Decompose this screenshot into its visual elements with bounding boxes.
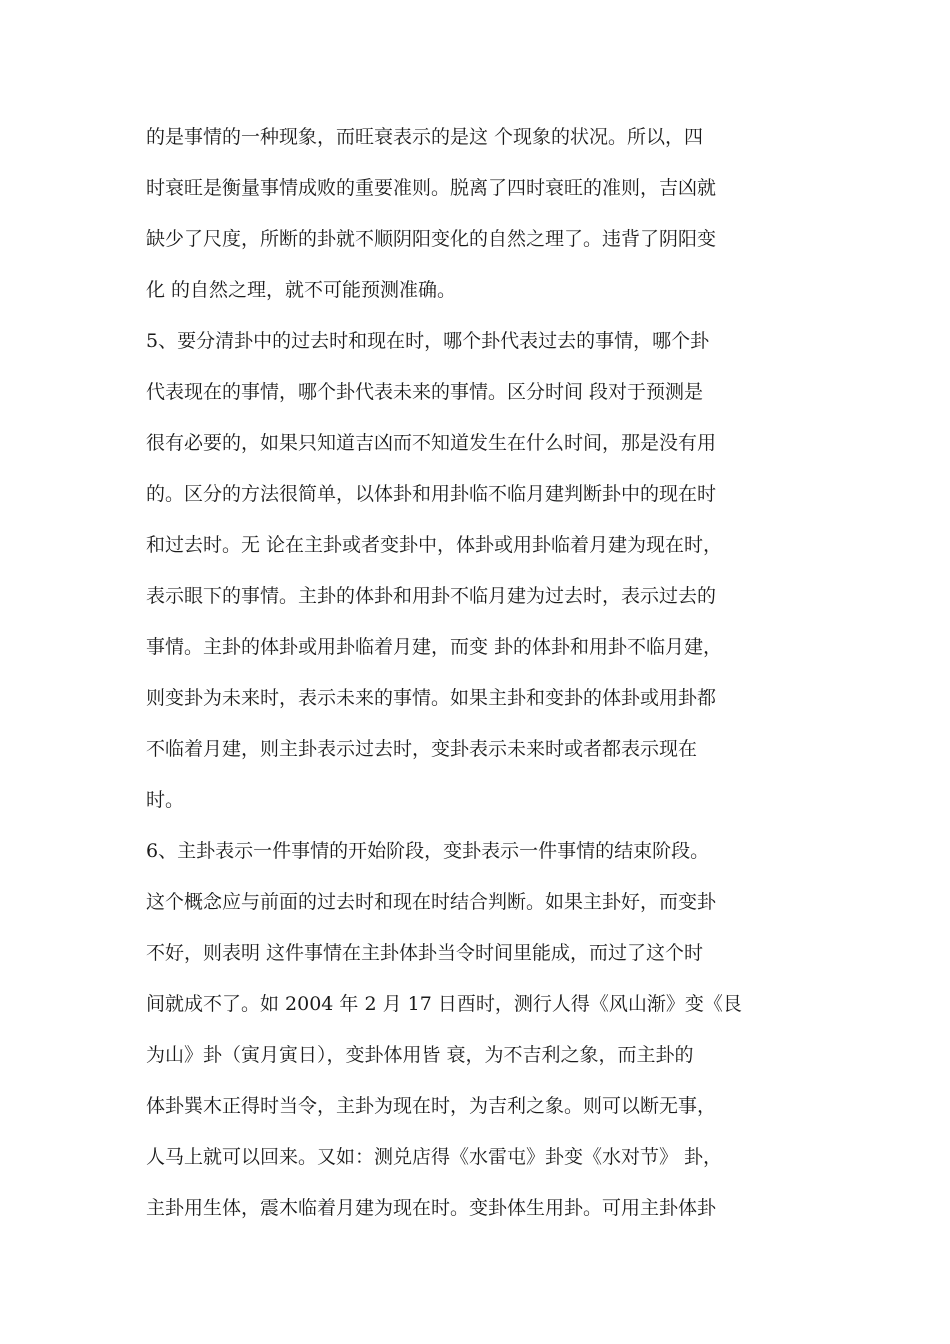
- text-line: 代表现在的事情，哪个卦代表未来的事情。区分时间 段对于预测是: [146, 381, 704, 403]
- text-line: 时衰旺是衡量事情成败的重要准则。脱离了四时衰旺的准则，吉凶就: [146, 177, 717, 199]
- text-line: 主卦用生体，震木临着月建为现在时。变卦体生用卦。可用主卦体卦: [146, 1197, 717, 1219]
- text-line: 表示眼下的事情。主卦的体卦和用卦不临月建为过去时，表示过去的: [146, 585, 717, 607]
- text-line: 的是事情的一种现象，而旺衰表示的是这 个现象的状况。所以，四: [146, 126, 704, 148]
- document-page: [146, 112, 806, 1234]
- text-line: 缺少了尺度，所断的卦就不顺阴阳变化的自然之理了。违背了阴阳变: [146, 228, 717, 250]
- text-line: 化 的自然之理，就不可能预测准确。: [146, 279, 457, 301]
- text-line: 和过去时。无 论在主卦或者变卦中，体卦或用卦临着月建为现在时，: [146, 534, 723, 556]
- text-line: 不好，则表明 这件事情在主卦体卦当令时间里能成，而过了这个时: [146, 942, 704, 964]
- text-line: 则变卦为未来时，表示未来的事情。如果主卦和变卦的体卦或用卦都: [146, 687, 717, 709]
- text-line: 5、要分清卦中的过去时和现在时，哪个卦代表过去的事情，哪个卦: [146, 330, 710, 352]
- text-line: 为山》卦（寅月寅日），变卦体用皆 衰，为不吉利之象，而主卦的: [146, 1044, 694, 1066]
- text-line: 体卦巽木正得时当令，主卦为现在时，为吉利之象。则可以断无事，: [146, 1095, 717, 1117]
- text-line: 6、主卦表示一件事情的开始阶段，变卦表示一件事情的结束阶段。: [146, 840, 710, 862]
- text-line: 这个概念应与前面的过去时和现在时结合判断。如果主卦好，而变卦: [146, 891, 717, 913]
- text-line: 不临着月建，则主卦表示过去时，变卦表示未来时或者都表示现在: [146, 738, 698, 760]
- text-line: 的。区分的方法很简单，以体卦和用卦临不临月建判断卦中的现在时: [146, 483, 717, 505]
- text-line: 时。: [146, 789, 185, 811]
- text-line: 很有必要的，如果只知道吉凶而不知道发生在什么时间，那是没有用: [146, 432, 717, 454]
- text-line: 人马上就可以回来。又如：测兑店得《水雷屯》卦变《水对节》 卦，: [146, 1146, 723, 1168]
- text-line: 间就成不了。如 2004 年 2 月 17 日酉时，测行人得《风山渐》变《艮: [146, 993, 742, 1015]
- text-line: 事情。主卦的体卦或用卦临着月建，而变 卦的体卦和用卦不临月建，: [146, 636, 723, 658]
